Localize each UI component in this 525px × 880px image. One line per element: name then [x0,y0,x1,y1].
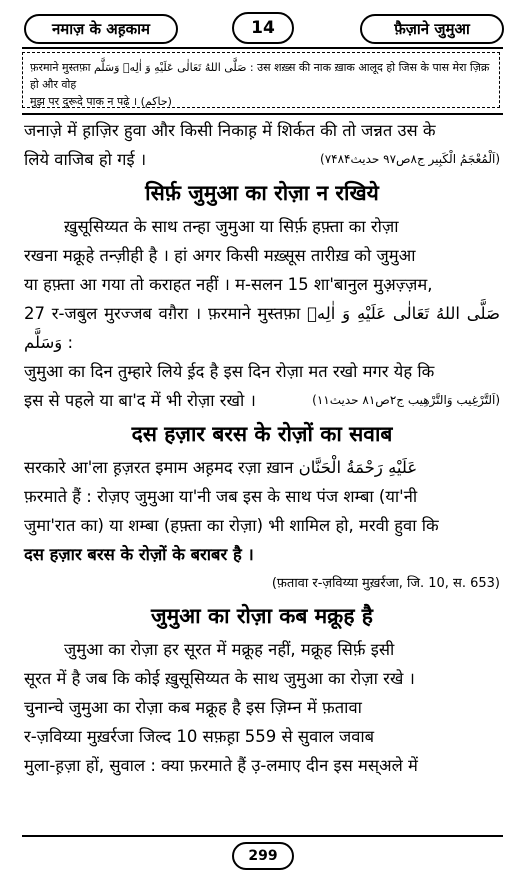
hadith-notice-box [22,52,500,108]
para1-line-6 [24,386,500,415]
para1-reference: (اَلتَّرْغِیب وَالتَّرْهِیب ج۲ص۸۱ حدیث۱۱) [312,393,500,407]
header-book-title: नमाज़ के अह़काम [24,14,178,44]
intro-line-2-text: लिये वाजिब हो गई । [24,150,147,169]
para3-line-1: जुमुआ का रोज़ा हर सूरत में मक्रूह नहीं, मक्रूह सिर्फ़ इसी [64,640,395,659]
heading-ten-thousand-years: दस हज़ार बरस के रोज़ों का सवाब [131,422,393,446]
para3-line-4: र-ज़विय्या मुख़र्रजा जिल्द 10 सफ़ह़ा 559 से सुवाल जवाब [24,727,375,746]
para1-line-6-text: इस से पहले या बा'द में भी रोज़ा रखो । [24,391,256,410]
intro-line-2 [24,145,500,174]
header-page-number: 14 [232,12,294,44]
heading-fasting-friday: सिर्फ़ जुमुआ का रोज़ा न रखिये [145,181,379,205]
para3-line-3: चुनान्चे जुमुआ का रोज़ा कब मक्रूह है इस ज़िम्न में फ़तावा [24,698,362,717]
para1-line-3: या हफ़्ता आ गया तो कराहत नहीं । म-सलन 15 शा'बानुल मुअ़ज़्ज़म, [24,275,433,294]
para2-reference: (फ़तावा र-ज़विय्या मुख़र्रजा, जि. 10, स. 653) [271,576,500,591]
footer-page-number: 299 [232,842,294,870]
notice-line-2: मुझ पर दुरूदे पाक न पढ़े । (حاکم) [30,95,172,108]
intro-reference: (اَلْمُعْجَمُ الْکَبِیر ج۸ص۹۷ حدیث۷۴۸۴) [320,152,500,166]
top-divider [22,47,503,49]
notice-line-1: फ़रमाने मुस्तफ़ा صَلَّى اللهُ تَعَالٰى عَلَيْهِ وَ اٰلِهٖ وَسَلَّم : उस शख़्स की नाक ख़ाक आलूद हो जिस के पास मेरा ज़िक्र हो और वोह [30,61,490,91]
intro-line-1: जनाज़े में ह़ाज़िर हुवा और किसी निकाह़ में शिर्कत की तो जन्नत उस के [24,121,436,140]
bottom-divider [22,835,503,837]
para3-line-5: मुला-ह़ज़ा हों, सुवाल : क्या फ़रमाते हैं उ़-लमाए दीन इस मस्अले में [24,756,418,775]
para1-line-2: रखना मक्रूहे तन्ज़ीही है । हां अगर किसी मख़्सूस तारीख़ को जुमुआ [24,246,416,265]
para1-line-5: जुमुआ का दिन तुम्हारे लिये ई़द है इस दिन रोज़ा मत रखो मगर येह कि [24,362,435,381]
notice-divider [22,113,503,115]
header-chapter-title: फ़ैज़ाने जुमुआ [360,14,504,44]
para1-line-1: ख़ुसूसिय्यत के साथ तन्हा जुमुआ या सिर्फ़ हफ़्ता का रोज़ा [64,217,399,236]
para2-line-4: दस हज़ार बरस के रोज़ों के बराबर है । [24,545,254,564]
page-content [24,116,500,780]
heading-when-makruh: जुमुआ का रोज़ा कब मक्रूह है [151,604,373,628]
para1-line-4: 27 र-जबुल मुरज्जब वग़ैरा । फ़रमाने मुस्तफ़ा صَلَّى اللهُ تَعَالٰى عَلَيْهِ وَ اٰلِهٖ وَسَلَّم : [24,304,500,352]
para3-line-2: सूरत में है जब कि कोई ख़ुसूसिय्यत के साथ जुमुआ का रोज़ा रखे । [24,669,415,688]
para2-line-3: जुमा'रात का) या शम्बा (हफ़्ता का रोज़ा) भी शामिल हो, मरवी हुवा कि [24,516,439,535]
para2-line-2: फ़रमाते हैं : रोज़ए जुमुआ या'नी जब इस के साथ पंज शम्बा (या'नी [24,487,418,506]
para2-line-1: सरकारे आ'ला ह़ज़रत इमाम अह़मद रज़ा ख़ान عَلَيْهِ رَحْمَةُ الْحَنَّان [24,458,418,477]
